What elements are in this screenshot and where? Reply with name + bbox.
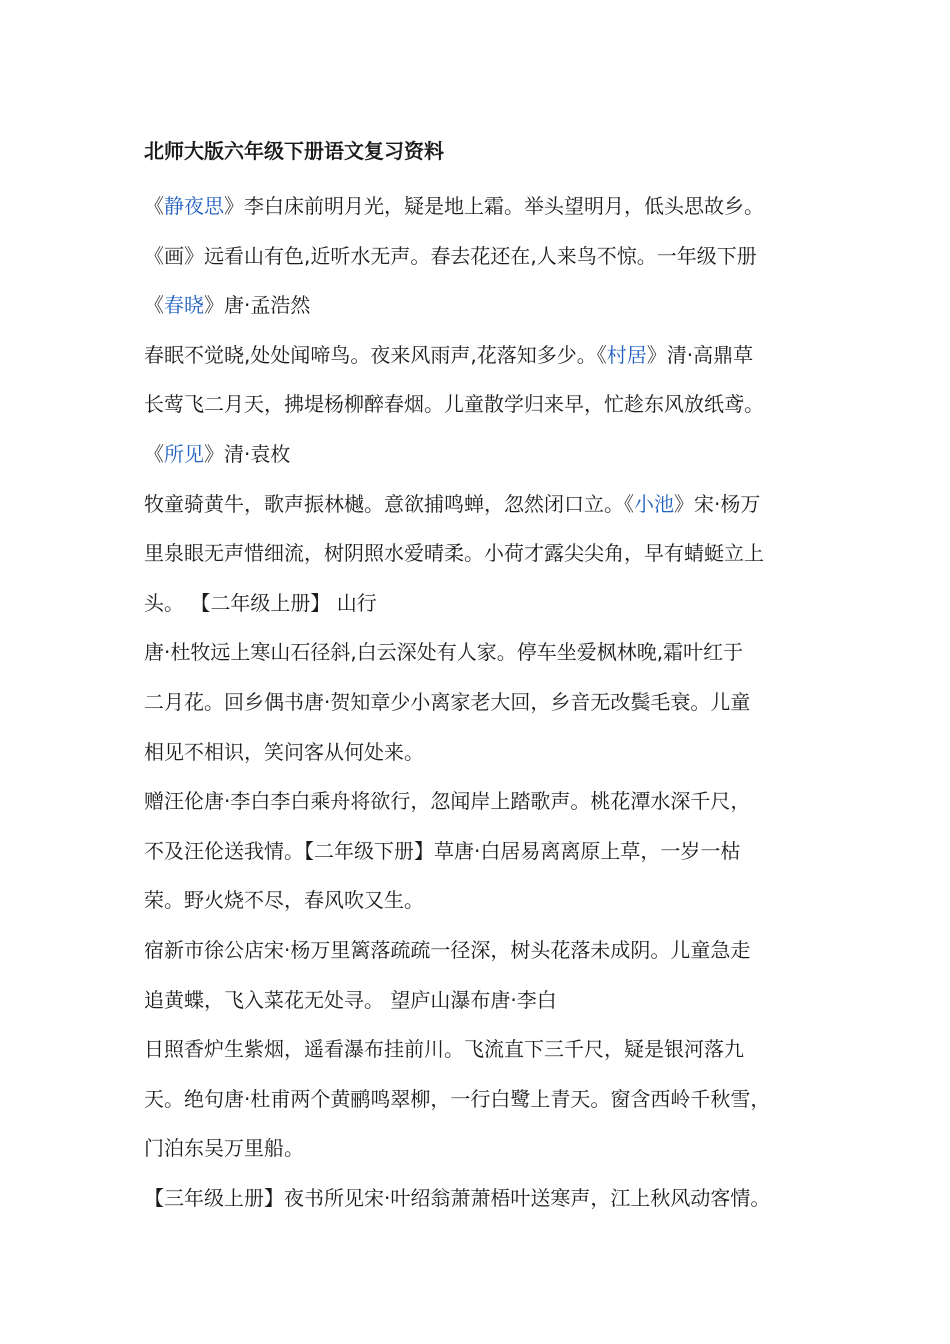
text-line xyxy=(144,926,812,976)
poem-link[interactable]: 小池 xyxy=(634,491,674,516)
text-line xyxy=(144,480,812,530)
document-title: 北师大版六年级下册语文复习资料 xyxy=(144,139,444,163)
text-line xyxy=(144,777,812,827)
text-span: 春眠不觉晓,处处闻啼鸟。夜来风雨声,花落知多少。《 xyxy=(144,342,607,367)
document-body xyxy=(144,182,812,1223)
text-span: 《 xyxy=(144,194,164,218)
text-line xyxy=(144,380,812,430)
text-line xyxy=(144,976,812,1026)
text-span: 赠汪伦唐·李白李白乘舟将欲行，忽闻岸上踏歌声。桃花潭水深千尺， xyxy=(144,789,751,814)
text-span: 牧童骑黄牛，歌声振林樾。意欲捕鸣蝉，忽然闭口立。《 xyxy=(144,491,634,516)
text-span: 》宋·杨万 xyxy=(674,491,761,516)
text-line xyxy=(144,1025,812,1075)
text-span: 二月花。回乡偶书唐·贺知章少小离家老大回，乡音无改鬓毛衰。儿童 xyxy=(144,689,751,714)
text-line xyxy=(144,678,812,728)
poem-link[interactable]: 所见 xyxy=(164,441,204,466)
text-line xyxy=(144,579,812,629)
text-span: 荣。野火烧不尽，春风吹又生。 xyxy=(144,888,424,913)
text-span: 宿新市徐公店宋·杨万里篱落疏疏一径深，树头花落未成阴。儿童急走 xyxy=(144,937,751,962)
text-line xyxy=(144,1124,812,1174)
text-span: 追黄蝶，飞入菜花无处寻。 望庐山瀑布唐·李白 xyxy=(144,987,557,1012)
text-span: 》清·袁枚 xyxy=(204,441,291,466)
text-line xyxy=(144,529,812,579)
text-span: 《 xyxy=(144,441,164,466)
text-span: 头。 【二年级上册】 山行 xyxy=(144,590,377,615)
text-span: 长莺飞二月天，拂堤杨柳醉春烟。儿童散学归来早，忙趁东风放纸鸢。 xyxy=(144,392,764,417)
text-span: 》唐·孟浩然 xyxy=(204,293,311,318)
text-line xyxy=(144,1174,812,1224)
text-line xyxy=(144,728,812,778)
text-span: 里泉眼无声惜细流，树阴照水爱晴柔。小荷才露尖尖角，早有蜻蜓立上 xyxy=(144,541,764,566)
text-line xyxy=(144,331,812,381)
text-line xyxy=(144,430,812,480)
text-span: 门泊东吴万里船。 xyxy=(144,1136,304,1161)
poem-link[interactable]: 春晓 xyxy=(164,293,204,318)
document-page xyxy=(144,133,812,1223)
poem-link[interactable]: 村居 xyxy=(606,342,647,367)
text-span: 《 xyxy=(144,293,164,318)
text-span: 日照香炉生紫烟，遥看瀑布挂前川。飞流直下三千尺，疑是银河落九 xyxy=(144,1037,744,1062)
text-span: 天。绝句唐·杜甫两个黄鹂鸣翠柳，一行白鹭上青天。窗含西岭千秋雪， xyxy=(144,1086,771,1111)
text-span: 《画》远看山有色,近听水无声。春去花还在,人来鸟不惊。一年级下册 xyxy=(144,243,757,268)
text-line xyxy=(144,876,812,926)
text-line xyxy=(144,232,812,282)
text-span: 【三年级上册】夜书所见宋·叶绍翁萧萧梧叶送寒声，江上秋风动客情。 xyxy=(144,1185,771,1210)
text-span: 不及汪伦送我情。【二年级下册】草唐·白居易离离原上草，一岁一枯 xyxy=(144,838,741,863)
text-line xyxy=(144,1075,812,1125)
text-line xyxy=(144,182,812,232)
poem-link[interactable]: 静夜思 xyxy=(164,194,224,218)
text-span: 相见不相识，笑问客从何处来。 xyxy=(144,739,424,764)
text-span: 唐·杜牧远上寒山石径斜,白云深处有人家。停车坐爱枫林晚,霜叶红于 xyxy=(144,640,744,665)
text-line xyxy=(144,628,812,678)
text-span: 》李白床前明月光，疑是地上霜。举头望明月，低头思故乡。 xyxy=(224,194,764,218)
text-line xyxy=(144,827,812,877)
text-line xyxy=(144,281,812,331)
text-span: 》清·高鼎草 xyxy=(646,342,754,367)
